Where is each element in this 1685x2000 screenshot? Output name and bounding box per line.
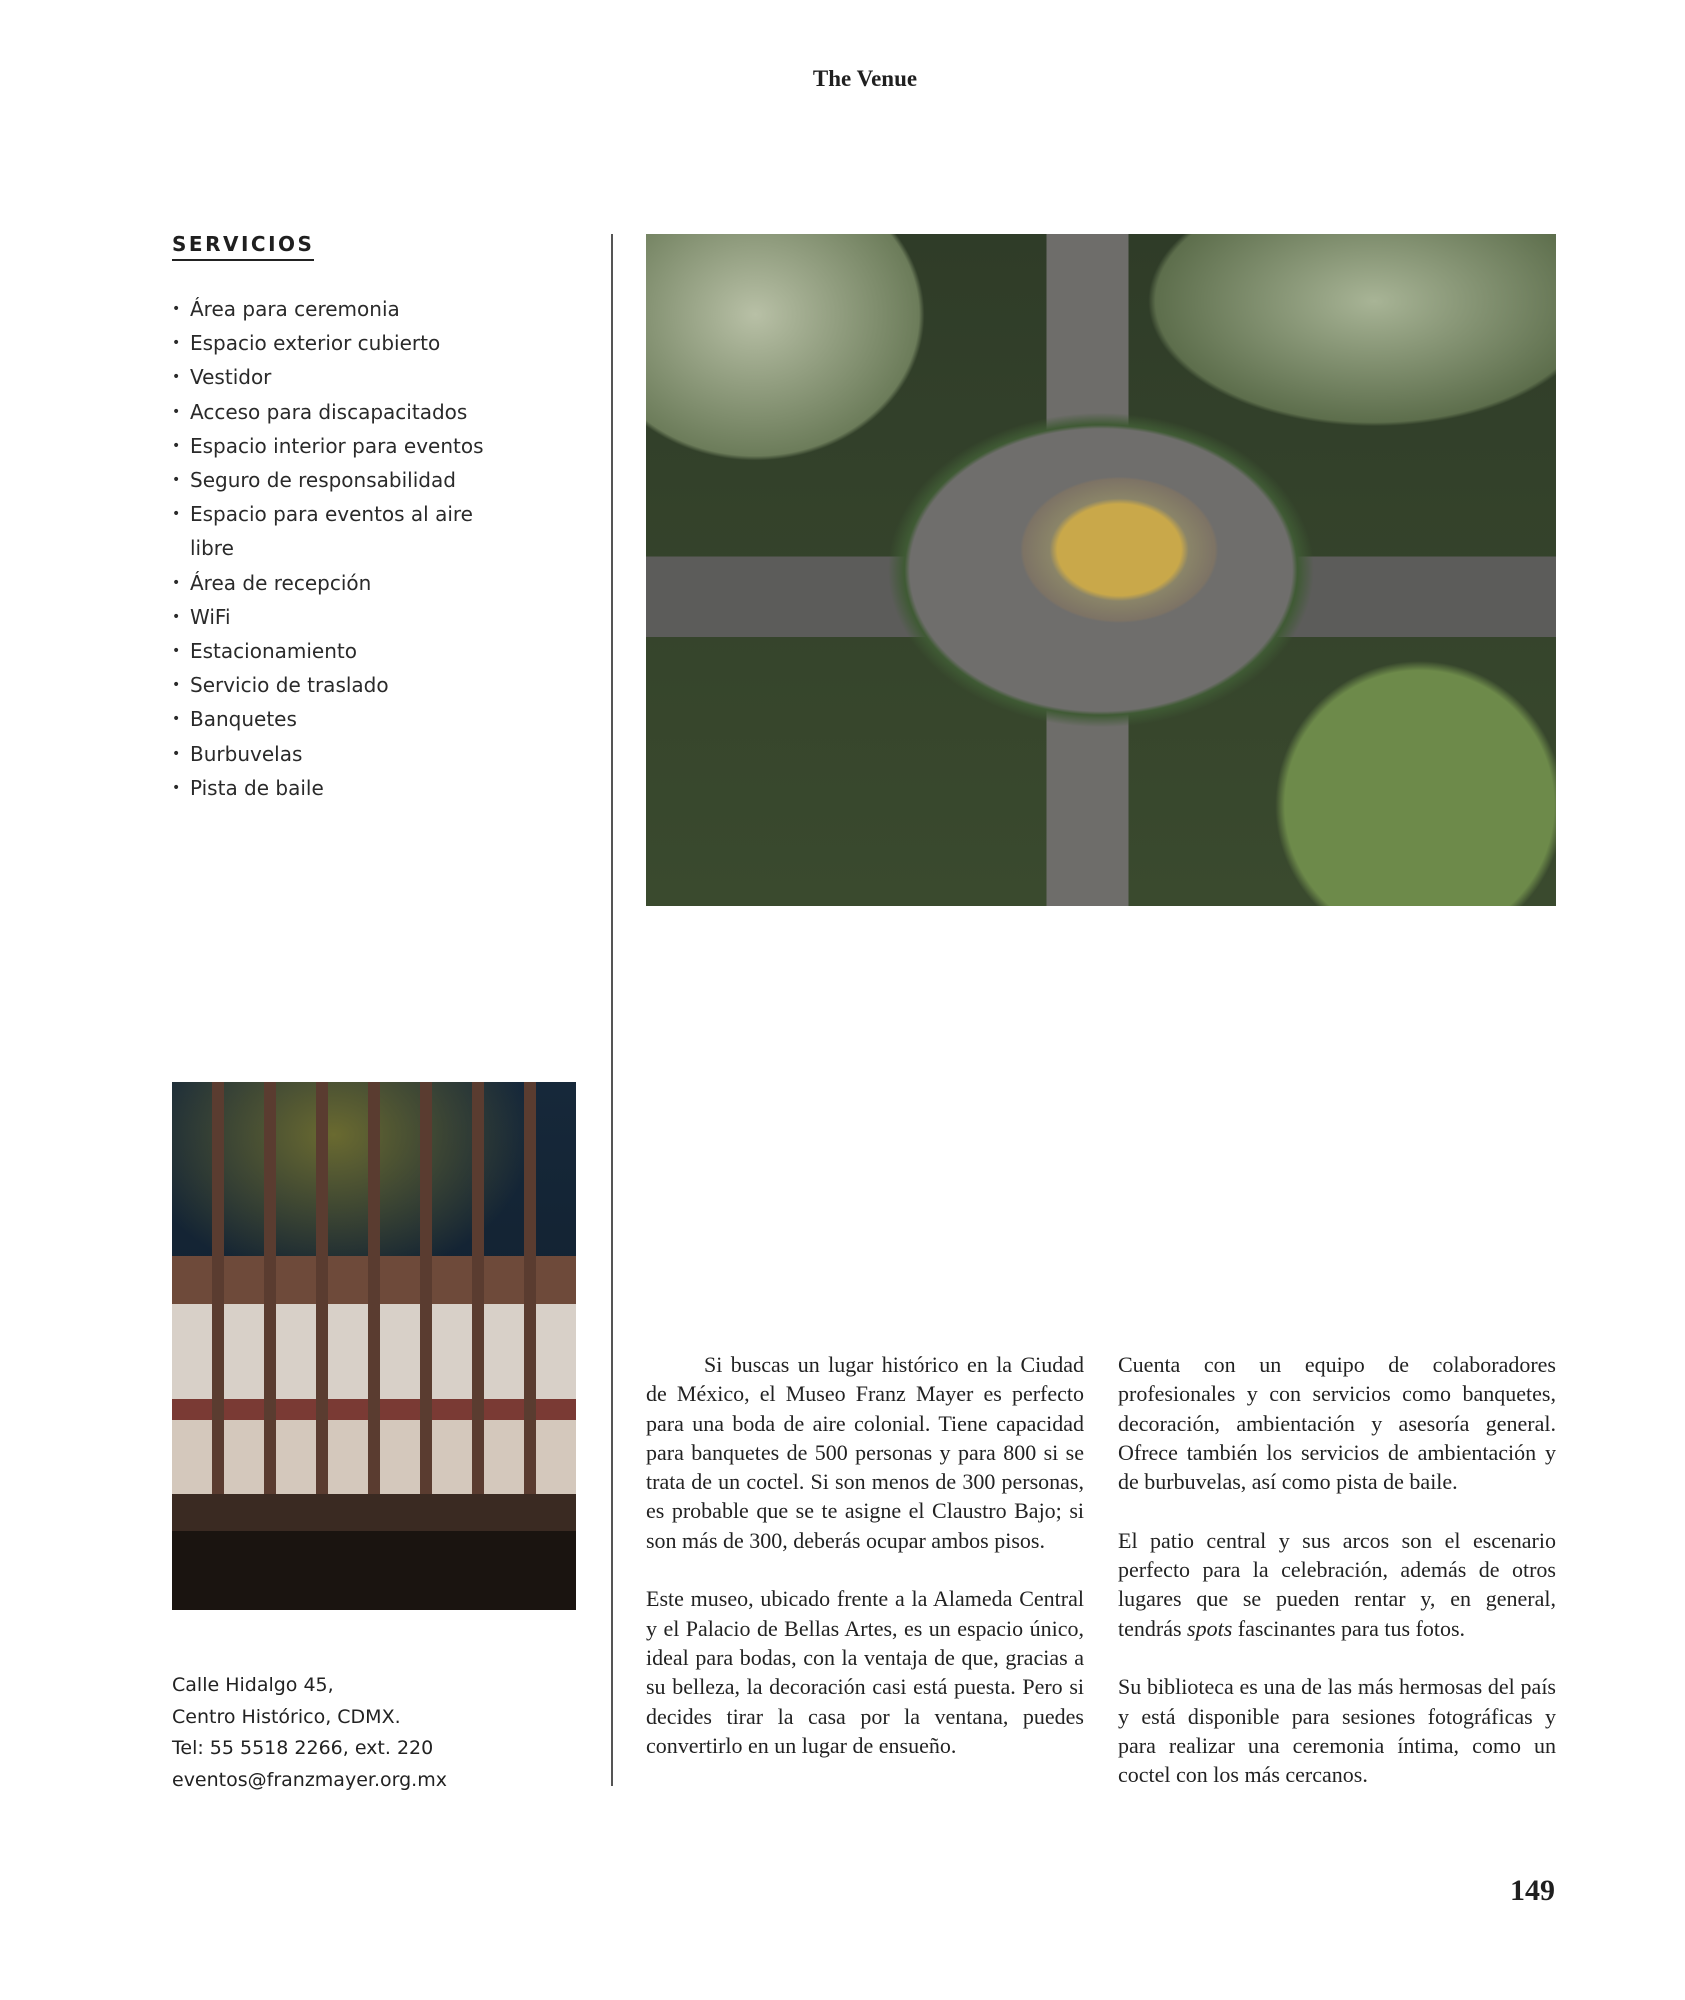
services-heading: SERVICIOS bbox=[172, 232, 314, 261]
text: El patio central y sus arcos son el escenario perfecto para la celebración, además de otros lugares que se pueden rentar y, en general, tendrás bbox=[1118, 1527, 1556, 1641]
phone: Tel: 55 5518 2266, ext. 220 bbox=[172, 1737, 434, 1759]
address-line: Centro Histórico, CDMX. bbox=[172, 1705, 401, 1728]
list-item: • WiFi bbox=[172, 600, 502, 634]
list-item: • Espacio para eventos al aire libre bbox=[172, 497, 502, 565]
list-item: • Pista de baile bbox=[172, 771, 502, 805]
paragraph: Su biblioteca es una de las más hermosas del país y está disponible para sesiones fotográficas y para realizar una ceremonia íntima, como un coctel con los más cercanos. bbox=[1118, 1674, 1556, 1788]
email-link[interactable]: eventos@franzmayer.org.mx bbox=[172, 1768, 447, 1791]
article-column-2 bbox=[1118, 1350, 1556, 1819]
contact-info bbox=[172, 1670, 447, 1796]
list-item: • Área de recepción bbox=[172, 566, 502, 600]
list-item: • Burbuvelas bbox=[172, 737, 502, 771]
article-column-1 bbox=[646, 1350, 1084, 1789]
italic-text: spots bbox=[1187, 1615, 1233, 1641]
list-item: • Estacionamiento bbox=[172, 634, 502, 668]
column-divider bbox=[611, 234, 613, 1786]
list-item: • Espacio interior para eventos bbox=[172, 429, 502, 463]
courtyard-night-photo bbox=[172, 1082, 576, 1610]
list-item: • Acceso para discapacitados bbox=[172, 395, 502, 429]
paragraph bbox=[1118, 1526, 1556, 1643]
list-item: • Área para ceremonia bbox=[172, 292, 502, 326]
garden-fountain-photo bbox=[646, 234, 1556, 906]
list-item: • Banquetes bbox=[172, 702, 502, 736]
paragraph: Este museo, ubicado frente a la Alameda Central y el Palacio de Bellas Artes, es un espacio único, ideal para bodas, con la ventaja de que, gracias a su belleza, la decoración casi está puesta. Pero si decides tirar la casa por la ventana, puedes convertirlo en un lugar de ensueño. bbox=[646, 1586, 1084, 1758]
address-line: Calle Hidalgo 45, bbox=[172, 1674, 334, 1696]
list-item: • Vestidor bbox=[172, 360, 502, 394]
page-number: 149 bbox=[1510, 1874, 1555, 1907]
paragraph: Cuenta con un equipo de colaboradores profesionales y con servicios como banquetes, decoración, ambientación y asesoría general. Ofrece también los servicios de ambientación y de burbuvelas, así como pista de baile. bbox=[1118, 1352, 1556, 1495]
paragraph: Si buscas un lugar histórico en la Ciudad de México, el Museo Franz Mayer es perfecto para una boda de aire colonial. Tiene capacidad para banquetes de 500 personas y para 800 si se trata de un coctel. Si son menos de 300 personas, es probable que se te asigne el Claustro Bajo; si son más de 300, deberás ocupar ambos pisos. bbox=[646, 1352, 1084, 1553]
services-list bbox=[172, 292, 502, 805]
running-header: The Venue bbox=[812, 66, 918, 91]
text: fascinantes para tus fotos. bbox=[1232, 1615, 1466, 1641]
list-item: • Servicio de traslado bbox=[172, 668, 502, 702]
list-item: • Espacio exterior cubierto bbox=[172, 326, 502, 360]
list-item: • Seguro de responsabilidad bbox=[172, 463, 502, 497]
